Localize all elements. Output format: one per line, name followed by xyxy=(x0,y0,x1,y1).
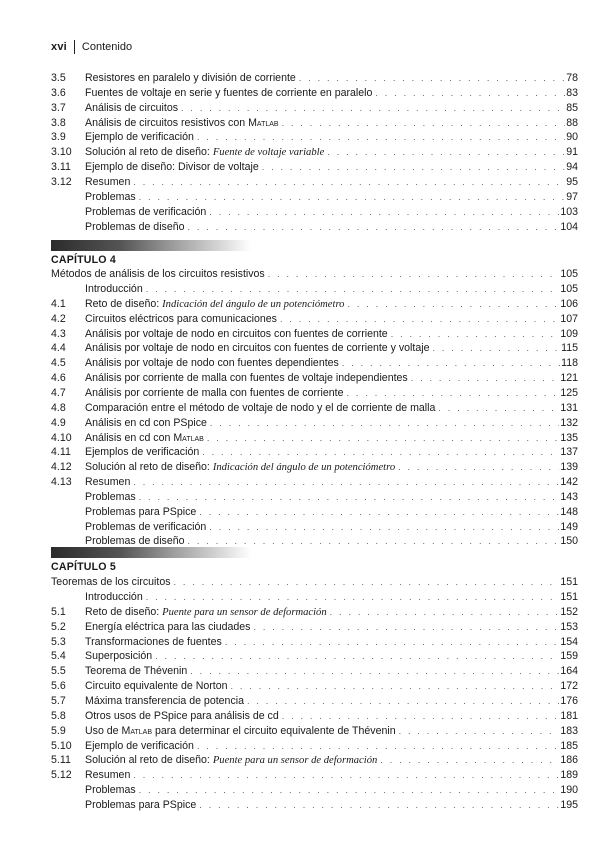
section-number: 4.5 xyxy=(51,357,66,370)
entry-title: Ejemplo de verificación xyxy=(85,131,194,144)
entry-title: Problemas de diseño xyxy=(85,220,185,233)
entry-page-number: 121 xyxy=(560,372,578,385)
entry-title: Solución al reto de diseño: Fuente de voltaje variable xyxy=(85,146,325,159)
entry-title: Máxima transferencia de potencia xyxy=(85,694,244,707)
entry-page-number: 131 xyxy=(560,401,578,414)
dot-leader xyxy=(139,490,560,505)
dot-leader xyxy=(139,190,566,205)
entry-line xyxy=(51,575,578,590)
entry-page-number: 172 xyxy=(560,680,578,693)
entry-page-number: 104 xyxy=(560,220,578,233)
entry-page-number: 181 xyxy=(560,709,578,722)
entry-line xyxy=(85,753,578,768)
entry-page-number: 88 xyxy=(566,116,578,129)
entry-page-number: 107 xyxy=(560,312,578,325)
entry-line xyxy=(85,145,578,160)
toc-entry xyxy=(51,694,578,709)
entry-line xyxy=(85,460,578,475)
entry-page-number: 152 xyxy=(560,605,578,618)
dot-leader xyxy=(411,371,560,386)
section-number: 4.12 xyxy=(51,461,72,474)
entry-page-number: 164 xyxy=(560,665,578,678)
entry-line xyxy=(85,71,578,86)
entry-line xyxy=(85,205,578,220)
entry-title: Circuito equivalente de Norton xyxy=(85,680,228,693)
entry-page-number: 103 xyxy=(560,205,578,218)
toc-entry xyxy=(51,575,578,590)
entry-line xyxy=(85,297,578,312)
entry-page-number: 189 xyxy=(560,769,578,782)
dot-leader xyxy=(330,605,560,620)
entry-line xyxy=(85,783,578,798)
section-number: 5.1 xyxy=(51,605,66,618)
dot-leader xyxy=(197,130,565,145)
dot-leader xyxy=(199,798,559,813)
toc-entry xyxy=(51,431,578,446)
entry-page-number: 106 xyxy=(560,297,578,310)
dot-leader xyxy=(197,739,559,754)
entry-title: Problemas de diseño xyxy=(85,535,185,548)
chapter-decor-bar xyxy=(51,547,251,558)
entry-title-italic: Indicación del ángulo de un potenciómetro xyxy=(162,298,345,310)
entry-page-number: 95 xyxy=(566,175,578,188)
dot-leader xyxy=(207,431,559,446)
entry-title: Introducción xyxy=(85,283,143,295)
section-number: 4.4 xyxy=(51,342,66,355)
toc-entry xyxy=(51,190,578,205)
dot-leader xyxy=(146,282,560,297)
entry-line xyxy=(85,590,578,605)
chapter-decor-bar xyxy=(51,240,251,251)
dot-leader xyxy=(268,267,560,282)
section-number: 5.5 xyxy=(51,665,66,678)
toc-entry xyxy=(51,664,578,679)
entry-page-number: 183 xyxy=(560,724,578,737)
entry-page-number: 159 xyxy=(560,650,578,663)
toc-entry xyxy=(51,505,578,520)
entry-title: Superposición xyxy=(85,650,153,663)
section-number: 5.8 xyxy=(51,709,66,722)
entry-title: Análisis de circuitos xyxy=(85,101,179,114)
toc-entry xyxy=(51,401,578,416)
dot-leader xyxy=(282,116,566,131)
dot-leader xyxy=(155,649,559,664)
entry-line xyxy=(85,798,578,813)
entry-line xyxy=(85,505,578,520)
section-number: 5.9 xyxy=(51,724,66,737)
entry-title: Problemas xyxy=(85,784,136,797)
entry-line xyxy=(85,709,578,724)
entry-title: Reto de diseño: Indicación del ángulo de un potenciómetro xyxy=(85,297,345,310)
section-number: 3.8 xyxy=(51,116,66,129)
entry-title: Problemas xyxy=(85,190,136,203)
entry-page-number: 186 xyxy=(560,754,578,767)
section-number: 3.7 xyxy=(51,101,66,114)
entry-page-number: 151 xyxy=(560,591,578,603)
entry-page-number: 105 xyxy=(560,268,578,280)
section-number: 5.10 xyxy=(51,739,72,752)
entry-page-number: 185 xyxy=(560,739,578,752)
entry-title: Resumen xyxy=(85,769,131,782)
entry-line xyxy=(85,649,578,664)
section-number: 4.6 xyxy=(51,372,66,385)
entry-title: Comparación entre el método de voltaje de nodo y el de corriente de malla xyxy=(85,401,436,414)
dot-leader xyxy=(225,635,560,650)
dot-leader xyxy=(133,175,565,190)
toc-entry xyxy=(51,490,578,505)
entry-page-number: 150 xyxy=(560,535,578,548)
entry-line xyxy=(85,86,578,101)
toc-entry xyxy=(51,71,578,86)
dot-leader xyxy=(133,768,559,783)
entry-title: Análisis por voltaje de nodo en circuitos con fuentes de corriente y voltaje xyxy=(85,342,430,355)
toc-entry xyxy=(51,220,578,235)
entry-line xyxy=(85,371,578,386)
entry-title: Circuitos eléctricos para comunicaciones xyxy=(85,312,277,325)
toc-entry xyxy=(51,475,578,490)
entry-line xyxy=(85,679,578,694)
entry-title: Ejemplo de diseño: Divisor de voltaje xyxy=(85,161,259,174)
entry-title: Análisis en cd con Matlab xyxy=(85,431,204,444)
entry-page-number: 91 xyxy=(566,146,578,159)
dot-leader xyxy=(342,356,560,371)
entry-page-number: 105 xyxy=(560,283,578,295)
entry-page-number: 149 xyxy=(560,520,578,533)
entry-page-number: 142 xyxy=(560,476,578,489)
entry-title: Análisis de circuitos resistivos con Matlab xyxy=(85,116,279,129)
entry-line xyxy=(85,664,578,679)
entry-line xyxy=(85,130,578,145)
dot-leader xyxy=(282,709,560,724)
toc-entry xyxy=(51,605,578,620)
entry-title: Problemas de verificación xyxy=(85,520,207,533)
entry-line xyxy=(85,356,578,371)
section-number: 3.5 xyxy=(51,72,66,84)
entry-page-number: 94 xyxy=(566,161,578,174)
entry-title: Análisis por voltaje de nodo en circuitos con fuentes de corriente xyxy=(85,327,388,340)
toc-entry xyxy=(51,205,578,220)
entry-line xyxy=(85,386,578,401)
dot-leader xyxy=(327,145,565,160)
entry-line xyxy=(85,341,578,356)
entry-page-number: 125 xyxy=(560,386,578,399)
entry-line xyxy=(85,620,578,635)
toc-entry xyxy=(51,520,578,535)
entry-page-number: 97 xyxy=(566,190,578,203)
chapter-label: CAPÍTULO 4 xyxy=(51,254,116,266)
entry-title-italic: Fuente de voltaje variable xyxy=(212,147,325,159)
entry-title: Teoremas de los circuitos xyxy=(51,576,171,588)
section-number: 3.6 xyxy=(51,86,66,99)
entry-line xyxy=(85,160,578,175)
entry-page-number: 137 xyxy=(560,446,578,459)
section-number: 4.11 xyxy=(51,446,71,459)
entry-page-number: 139 xyxy=(560,461,578,474)
toc-entry xyxy=(51,416,578,431)
entry-title: Análisis en cd con PSpice xyxy=(85,416,207,429)
dot-leader xyxy=(280,312,559,327)
entry-title: Teorema de Thévenin xyxy=(85,665,188,678)
dot-leader xyxy=(347,297,559,312)
toc-entry xyxy=(51,649,578,664)
section-number: 5.4 xyxy=(51,650,66,663)
section-number: 3.11 xyxy=(51,161,71,174)
entry-line xyxy=(85,475,578,490)
entry-title: Reto de diseño: Puente para un sensor de deformación xyxy=(85,605,327,618)
dot-leader xyxy=(133,475,559,490)
dot-leader xyxy=(139,783,560,798)
entry-page-number: 115 xyxy=(561,342,578,355)
entry-page-number: 154 xyxy=(560,635,578,648)
entry-line xyxy=(85,520,578,535)
dot-leader xyxy=(202,445,559,460)
dot-leader xyxy=(174,575,560,590)
entry-line xyxy=(85,190,578,205)
dot-leader xyxy=(188,220,560,235)
entry-page-number: 132 xyxy=(560,416,578,429)
toc-entry xyxy=(51,175,578,190)
entry-page-number: 135 xyxy=(560,431,578,444)
chapter-label: CAPÍTULO 5 xyxy=(51,561,116,573)
toc-entry xyxy=(51,101,578,116)
entry-line xyxy=(85,768,578,783)
entry-page-number: 195 xyxy=(560,798,578,811)
dot-leader xyxy=(262,160,565,175)
toc-entry xyxy=(51,709,578,724)
entry-title: Transformaciones de fuentes xyxy=(85,635,222,648)
entry-page-number: 85 xyxy=(566,101,578,114)
entry-page-number: 190 xyxy=(560,784,578,797)
section-number: 4.13 xyxy=(51,476,72,489)
entry-line xyxy=(85,605,578,620)
entry-title: Ejemplo de verificación xyxy=(85,739,194,752)
entry-line xyxy=(85,694,578,709)
dot-leader xyxy=(398,460,559,475)
toc-entry xyxy=(51,86,578,101)
toc-entry xyxy=(51,590,578,605)
entry-line xyxy=(85,220,578,235)
entry-line xyxy=(51,267,578,282)
toc-entry xyxy=(51,145,578,160)
entry-title: Problemas para PSpice xyxy=(85,505,197,518)
section-number: 4.3 xyxy=(51,327,66,340)
section-number: 4.1 xyxy=(51,297,66,310)
entry-title: Problemas de verificación xyxy=(85,205,207,218)
section-number: 5.11 xyxy=(51,754,71,767)
toc-entry xyxy=(51,679,578,694)
entry-line xyxy=(85,116,578,131)
toc-entry xyxy=(51,327,578,342)
dot-leader xyxy=(375,86,565,101)
entry-line xyxy=(85,445,578,460)
toc-entry xyxy=(51,724,578,739)
dot-leader xyxy=(438,401,559,416)
entry-title-italic: Puente para un sensor de deformación xyxy=(212,755,378,767)
entry-line xyxy=(85,416,578,431)
dot-leader xyxy=(399,724,560,739)
toc-entry xyxy=(51,798,578,813)
toc-entry xyxy=(51,356,578,371)
entry-page-number: 90 xyxy=(566,131,578,144)
dot-leader xyxy=(433,341,561,356)
section-number: 4.10 xyxy=(51,431,72,444)
dot-leader xyxy=(209,205,559,220)
dot-leader xyxy=(181,101,565,116)
entry-title: Ejemplos de verificación xyxy=(85,446,200,459)
entry-title-italic: Indicación del ángulo de un potenciómetro xyxy=(212,462,396,474)
entry-line xyxy=(85,724,578,739)
entry-line xyxy=(85,635,578,650)
entry-line xyxy=(85,431,578,446)
dot-leader xyxy=(231,679,560,694)
dot-leader xyxy=(209,520,559,535)
entry-line xyxy=(85,739,578,754)
entry-title: Solución al reto de diseño: Indicación del ángulo de un potenciómetro xyxy=(85,461,396,474)
section-number: 4.9 xyxy=(51,416,66,429)
toc-entry xyxy=(51,267,578,282)
entry-title: Otros usos de PSpice para análisis de cd xyxy=(85,709,279,722)
section-number: 3.10 xyxy=(51,146,72,159)
entry-line xyxy=(85,101,578,116)
entry-title: Energía eléctrica para las ciudades xyxy=(85,620,251,633)
section-number: 5.6 xyxy=(51,680,66,693)
entry-page-number: 78 xyxy=(566,72,578,84)
page-header xyxy=(51,40,132,54)
running-title: Contenido xyxy=(81,41,133,53)
dot-leader xyxy=(253,620,559,635)
dot-leader xyxy=(380,753,559,768)
section-number: 5.12 xyxy=(51,769,72,782)
section-number: 4.8 xyxy=(51,401,66,414)
entry-title: Métodos de análisis de los circuitos resistivos xyxy=(51,268,265,280)
dot-leader xyxy=(190,664,559,679)
entry-page-number: 83 xyxy=(566,86,578,99)
section-number: 4.7 xyxy=(51,386,66,399)
entry-line xyxy=(85,175,578,190)
entry-title: Introducción xyxy=(85,591,143,603)
entry-line xyxy=(85,401,578,416)
toc-entry xyxy=(51,783,578,798)
toc-entry xyxy=(51,739,578,754)
entry-page-number: 148 xyxy=(560,505,578,518)
entry-page-number: 118 xyxy=(561,357,578,370)
entry-line xyxy=(85,282,578,297)
entry-page-number: 151 xyxy=(560,576,578,588)
entry-page-number: 109 xyxy=(560,327,578,340)
dot-leader xyxy=(199,505,559,520)
entry-line xyxy=(85,327,578,342)
page-number: xvi xyxy=(51,41,67,53)
toc-entry xyxy=(51,312,578,327)
toc-entry xyxy=(51,768,578,783)
entry-page-number: 153 xyxy=(560,620,578,633)
section-number: 4.2 xyxy=(51,312,66,325)
toc-entry xyxy=(51,620,578,635)
toc-entry xyxy=(51,130,578,145)
toc-entry xyxy=(51,386,578,401)
entry-title: Problemas xyxy=(85,490,136,503)
toc-entry xyxy=(51,341,578,356)
entry-title-smallcaps: Matlab xyxy=(121,724,152,737)
dot-leader xyxy=(210,416,559,431)
dot-leader xyxy=(391,327,560,342)
dot-leader xyxy=(146,590,560,605)
section-number: 5.7 xyxy=(51,694,66,707)
toc-entry xyxy=(51,460,578,475)
entry-title: Uso de Matlab para determinar el circuito equivalente de Thévenin xyxy=(85,724,396,737)
entry-title: Análisis por corriente de malla con fuentes de voltaje independientes xyxy=(85,372,408,385)
toc-entry xyxy=(51,635,578,650)
dot-leader xyxy=(299,71,565,86)
toc-entry xyxy=(51,160,578,175)
entry-title: Resistores en paralelo y división de corriente xyxy=(85,72,296,84)
entry-title-italic: Puente para un sensor de deformación xyxy=(162,606,327,618)
entry-title: Resumen xyxy=(85,476,131,489)
entry-page-number: 176 xyxy=(560,694,578,707)
header-divider xyxy=(74,40,75,54)
section-number: 3.12 xyxy=(51,175,72,188)
entry-title: Resumen xyxy=(85,175,131,188)
toc-entry xyxy=(51,297,578,312)
section-number: 5.3 xyxy=(51,635,66,648)
toc-entry xyxy=(51,282,578,297)
dot-leader xyxy=(347,386,560,401)
section-number: 3.9 xyxy=(51,131,66,144)
entry-line xyxy=(85,312,578,327)
entry-title: Análisis por corriente de malla con fuentes de corriente xyxy=(85,386,344,399)
entry-title-smallcaps: Matlab xyxy=(248,116,279,129)
toc-entry xyxy=(51,445,578,460)
section-number: 5.2 xyxy=(51,620,66,633)
toc-entry xyxy=(51,753,578,768)
entry-title: Problemas para PSpice xyxy=(85,798,197,811)
entry-title: Fuentes de voltaje en serie y fuentes de corriente en paralelo xyxy=(85,86,373,99)
entry-title: Solución al reto de diseño: Puente para un sensor de deformación xyxy=(85,754,378,767)
entry-page-number: 143 xyxy=(560,490,578,503)
dot-leader xyxy=(247,694,559,709)
entry-title-smallcaps: Matlab xyxy=(173,431,204,444)
toc-entry xyxy=(51,116,578,131)
toc-entry xyxy=(51,371,578,386)
entry-line xyxy=(85,490,578,505)
entry-title: Análisis por voltaje de nodo con fuentes dependientes xyxy=(85,357,339,370)
